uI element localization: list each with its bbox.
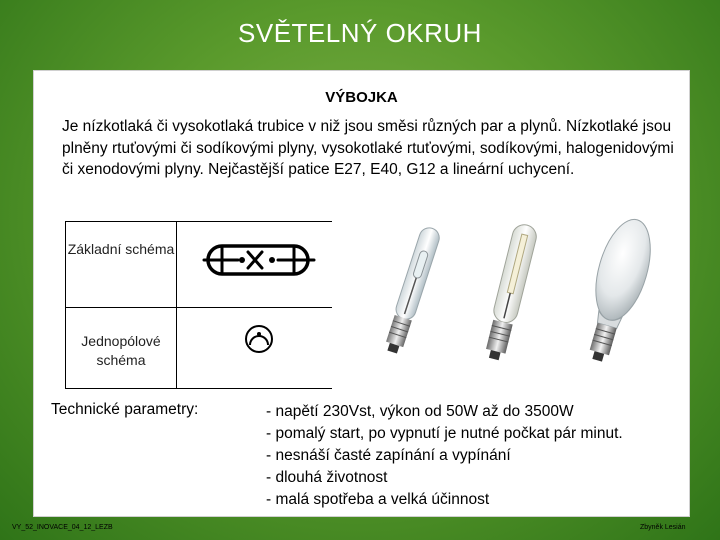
metal-halide-lamp-image [367,219,455,369]
slide-title: SVĚTELNÝ OKRUH [238,18,482,48]
footer-code: VY_52_INOVACE_04_12_LEZB [12,524,113,531]
table-divider [66,307,176,308]
technical-parameters-label: Technické parametry: [51,401,199,418]
parameter-item: - dlouhá životnost [266,469,388,486]
content-panel [33,70,690,517]
intro-paragraph: Je nízkotlaká či vysokotlaká trubice v niž jsou směsi různých par a plynů. Nízkotlaké jsou plněny rtuťovými či sodíkovými plyny, vysokotlaké rtuťovými, sodíkovými, halogenidovými či xenodovými plyny. Nejčastější patice E27, E40, G12 a lineární uchycení. [62,118,674,178]
parameter-item: - napětí 230Vst, výkon od 50W až do 3500W [266,403,574,420]
sodium-lamp-image [470,219,550,369]
parameter-item: - nesnáší časté zapínání a vypínání [266,447,511,464]
section-heading: VÝBOJKA [325,89,398,106]
technical-parameters-list [266,401,686,511]
single-pole-lamp-symbol-icon [176,308,332,388]
footer-author: Zbyněk Lesián [640,524,686,531]
parameter-item: - malá spotřeba a velká účinnost [266,491,490,508]
basic-schema-label: Základní schéma [67,241,175,257]
mercury-lamp-image [572,211,662,371]
discharge-lamp-symbol-icon [176,222,332,307]
parameter-item: - pomalý start, po vypnutí je nutné počkat pár minut. [266,425,623,442]
diagram-labels-table [65,221,177,389]
diagram-symbols-table [176,221,332,389]
single-pole-schema-label: Jednopólové schéma [81,333,161,368]
